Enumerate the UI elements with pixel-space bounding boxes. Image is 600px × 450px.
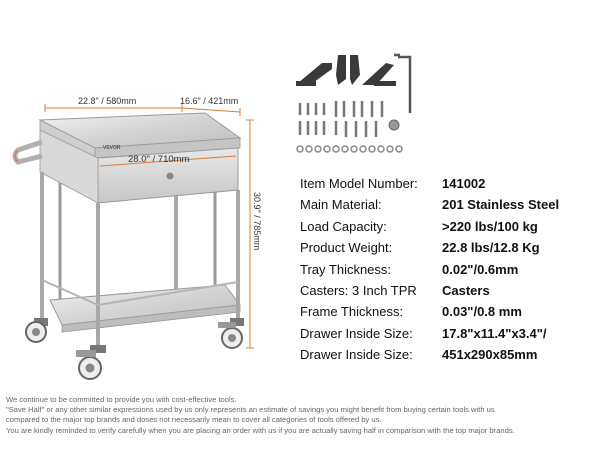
spec-row xyxy=(300,197,600,218)
spec-value: 0.02"/0.6mm xyxy=(442,261,519,277)
spec-label: Drawer Inside Size: xyxy=(300,347,413,363)
spec-label: Main Material: xyxy=(300,197,382,213)
spec-row xyxy=(300,347,600,368)
spec-value: 17.8"x11.4"x3.4"/ xyxy=(442,325,547,341)
spec-value: Casters xyxy=(442,282,490,298)
brand-label: VEVOR xyxy=(103,145,121,151)
spec-label: Item Model Number: xyxy=(300,176,418,191)
drawer-knob xyxy=(167,173,174,180)
spec-row xyxy=(300,176,600,197)
casters xyxy=(26,318,244,379)
screws-icon xyxy=(300,101,382,137)
disclaimer-line: We continue to be committed to provide you with cost-effective tools. xyxy=(6,395,237,404)
spec-value: 451x290x85mm xyxy=(442,347,538,363)
spec-label: Load Capacity: xyxy=(300,218,387,234)
spec-row xyxy=(300,283,600,304)
spec-row xyxy=(300,240,600,261)
spec-value: 0.03"/0.8 mm xyxy=(442,304,522,320)
spec-label: Drawer Inside Size: xyxy=(300,325,413,341)
height-dimension: 30.9" / 785mm xyxy=(252,192,262,251)
specifications-list xyxy=(300,176,600,369)
disclaimer-line: compared to the major top brands and doses not necessarily mean to cover all categories of tools offered by us. xyxy=(6,415,382,425)
spec-label: Product Weight: xyxy=(300,240,393,256)
cart-illustration xyxy=(0,0,280,390)
spec-row xyxy=(300,326,600,347)
spec-value: ˃220 lbs/100 kg xyxy=(442,218,538,234)
depth-dimension: 16.6" / 421mm xyxy=(180,96,239,106)
spec-value: 22.8 lbs/12.8 Kg xyxy=(442,240,540,256)
hardware-kit-illustration xyxy=(290,45,420,165)
drawer-dimension: 28.0" / 710mm xyxy=(128,154,190,165)
allen-key-icon xyxy=(398,57,410,113)
washers-icon xyxy=(297,146,402,152)
disclaimer-line: You are kindly reminded to verify carefully when you are placing an order with us if you are actually saving half in comparison with the top major brands. xyxy=(6,425,515,435)
spec-label: Casters: 3 Inch TPR xyxy=(300,282,417,298)
side-handle xyxy=(15,142,42,162)
spec-label: Frame Thickness: xyxy=(300,304,404,320)
spec-row xyxy=(300,304,600,325)
spec-label: Tray Thickness: xyxy=(300,261,392,277)
disclaimer xyxy=(6,395,596,436)
bracket-icons xyxy=(296,55,396,86)
spec-value: 201 Stainless Steel xyxy=(442,197,560,213)
product-image xyxy=(0,0,280,390)
spec-row xyxy=(300,219,600,240)
spec-value: 141002 xyxy=(442,176,486,191)
accessory-parts xyxy=(290,45,420,165)
width-dimension: 22.8" / 580mm xyxy=(78,96,137,106)
spec-row xyxy=(300,262,600,283)
disclaimer-line: "Save Half" or any other similar expressions used by us only represents an estimate of savings you might benefit from buying certain tools with us xyxy=(6,405,495,415)
